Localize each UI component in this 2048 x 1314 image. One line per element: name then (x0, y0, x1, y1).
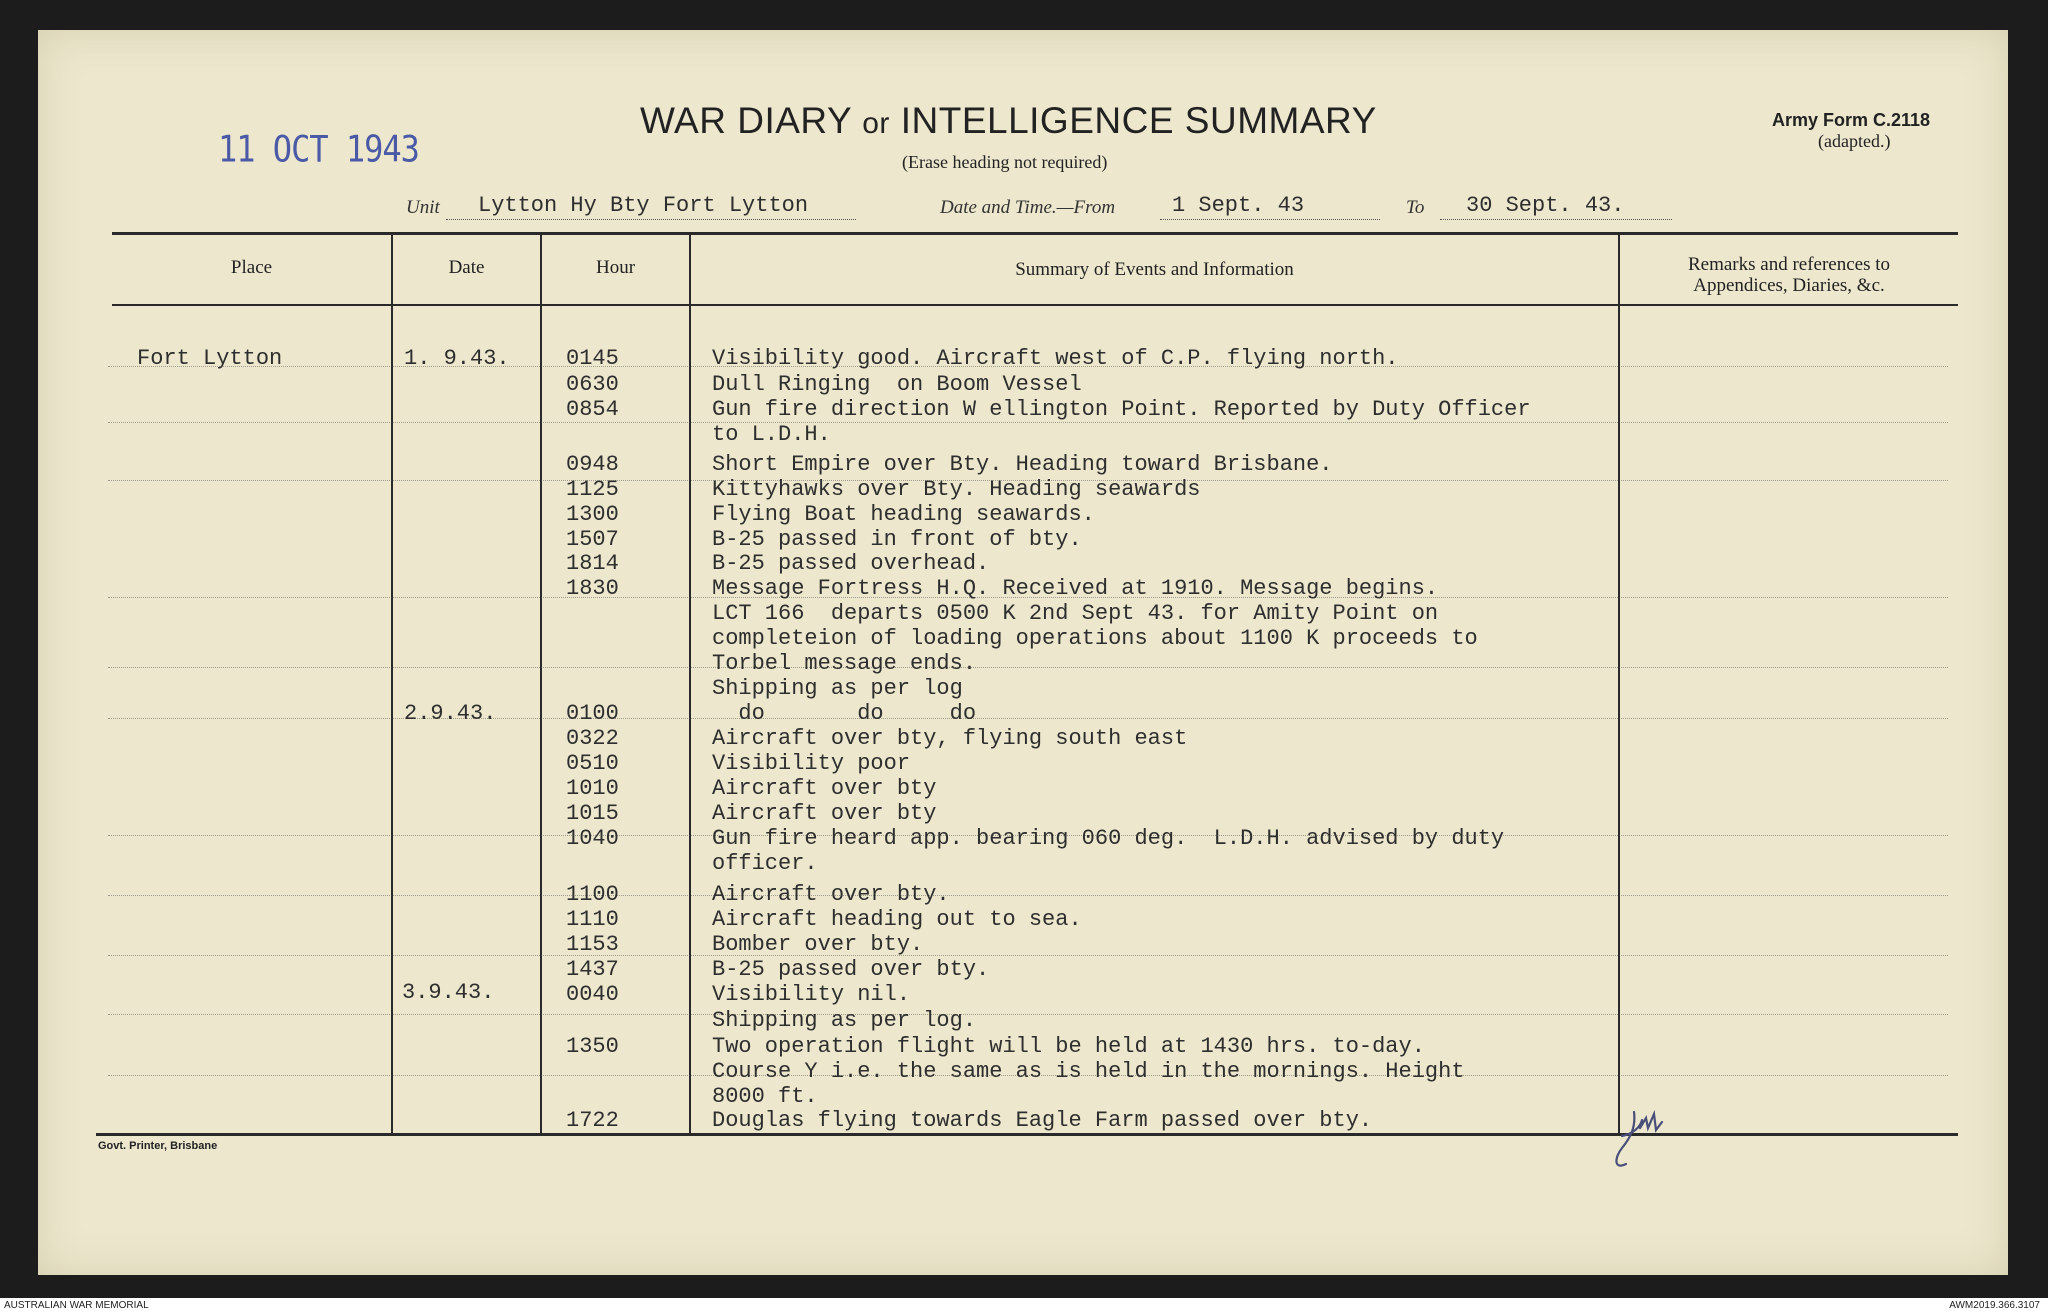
row-dotline (108, 1075, 1948, 1076)
hour-entry: 0510 (566, 751, 619, 776)
event-line: 8000 ft. (712, 1084, 818, 1109)
event-line: Aircraft over bty (712, 801, 937, 826)
hour-entry: 1350 (566, 1034, 619, 1059)
row-dotline (108, 480, 1948, 481)
row-dotline (108, 422, 1948, 423)
event-line: Torbel message ends. (712, 651, 977, 676)
event-line: Flying Boat heading seawards. (712, 502, 1095, 527)
event-line: B-25 passed over bty. (712, 957, 990, 982)
date-label: Date and Time.—From (940, 197, 1116, 218)
archive-footer (0, 1298, 2048, 1314)
col-divider-hour (689, 232, 691, 1134)
row-dotline (108, 1014, 1948, 1015)
date-entry: 1. 9.43. (404, 346, 510, 371)
to-label: To (1406, 197, 1425, 218)
form-adapted: (adapted.) (1818, 131, 1891, 151)
hour-entry: 1722 (566, 1108, 619, 1133)
event-line: Aircraft over bty (712, 776, 937, 801)
hour-entry: 0630 (566, 372, 619, 397)
archive-left: AUSTRALIAN WAR MEMORIAL (4, 1300, 149, 1311)
hour-entry: 1100 (566, 882, 619, 907)
hour-entry: 1437 (566, 957, 619, 982)
event-line: Dull Ringing on Boom Vessel (712, 372, 1082, 397)
date-entry: 2.9.43. (404, 701, 497, 726)
row-dotline (108, 667, 1948, 668)
table-bottom-rule (96, 1133, 1958, 1136)
title-part1: WAR DIARY (640, 100, 852, 141)
title-part2: INTELLIGENCE SUMMARY (900, 100, 1377, 141)
unit-label: Unit (406, 197, 440, 218)
page-title (640, 100, 1377, 142)
col-divider-date (540, 232, 542, 1134)
col-divider-place (391, 232, 393, 1134)
row-dotline (108, 366, 1948, 367)
row-dotline (108, 895, 1948, 896)
event-line: officer. (712, 851, 818, 876)
hour-entry: 0100 (566, 701, 619, 726)
remarks-line1: Remarks and references to (1687, 254, 1891, 275)
hour-entry: 0854 (566, 397, 619, 422)
subtitle: (Erase heading not required) (902, 152, 1108, 172)
event-line: Message Fortress H.Q. Received at 1910. Message begins. (712, 576, 1439, 601)
hour-entry: 0145 (566, 346, 619, 371)
hour-entry: 0040 (566, 982, 619, 1007)
hour-entry: 0322 (566, 726, 619, 751)
printer-imprint: Govt. Printer, Brisbane (98, 1140, 218, 1152)
hour-entry: 0948 (566, 452, 619, 477)
event-line: B-25 passed overhead. (712, 551, 990, 576)
event-line: Short Empire over Bty. Heading toward Brisbane. (712, 452, 1333, 477)
row-dotline (108, 597, 1948, 598)
signature-initials-icon (1596, 1098, 1676, 1178)
hour-entry: 1125 (566, 477, 619, 502)
table-top-rule (112, 232, 1958, 235)
event-line: B-25 passed in front of bty. (712, 527, 1082, 552)
row-dotline (108, 955, 1948, 956)
row-dotline (108, 718, 1948, 719)
colhead-hour: Hour (595, 257, 636, 278)
event-line: do do do (712, 701, 977, 726)
event-line: Shipping as per log (712, 676, 963, 701)
header-bottom-rule (112, 304, 1958, 306)
hour-entry: 1300 (566, 502, 619, 527)
event-line: to L.D.H. (712, 422, 831, 447)
date-from-dotline (1160, 219, 1380, 220)
hour-entry: 1010 (566, 776, 619, 801)
place-value: Fort Lytton (137, 346, 283, 371)
event-line: Visibility nil. (712, 982, 911, 1007)
form-number: Army Form C.2118 (1772, 110, 1931, 130)
col-divider-summary (1618, 232, 1620, 1134)
hour-entry: 1040 (566, 826, 619, 851)
event-line: Two operation flight will be held at 1430 hrs. to-day. (712, 1034, 1425, 1059)
colhead-summary: Summary of Events and Information (1015, 259, 1294, 280)
date-from: 1 Sept. 43 (1172, 193, 1305, 218)
event-line: Shipping as per log. (712, 1008, 977, 1033)
remarks-line2: Appendices, Diaries, &c. (1693, 275, 1885, 296)
event-line: completeion of loading operations about 1100 K proceeds to (712, 626, 1478, 651)
hour-entry: 1507 (566, 527, 619, 552)
event-line: Visibility good. Aircraft west of C.P. flying north. (712, 346, 1399, 371)
colhead-place: Place (230, 257, 273, 278)
event-line: Visibility poor (712, 751, 911, 776)
colhead-date: Date (448, 257, 485, 278)
event-line: Aircraft over bty, flying south east (712, 726, 1188, 751)
hour-entry: 1830 (566, 576, 619, 601)
row-dotline (108, 835, 1948, 836)
date-to-dotline (1440, 219, 1672, 220)
colhead-remarks (1620, 254, 1958, 296)
event-line: LCT 166 departs 0500 K 2nd Sept 43. for Amity Point on (712, 601, 1439, 626)
received-stamp: 11 OCT 1943 (218, 127, 419, 171)
date-to: 30 Sept. 43. (1466, 193, 1625, 218)
event-line: Douglas flying towards Eagle Farm passed over bty. (712, 1108, 1373, 1133)
title-or: or (862, 107, 890, 140)
hour-entry: 1015 (566, 801, 619, 826)
hour-entry: 1814 (566, 551, 619, 576)
event-line: Bomber over bty. (712, 932, 924, 957)
event-line: Course Y i.e. the same as is held in the mornings. Height (712, 1059, 1465, 1084)
unit-value: Lytton Hy Bty Fort Lytton (478, 193, 809, 218)
hour-entry: 1153 (566, 932, 619, 957)
date-entry: 3.9.43. (402, 980, 495, 1005)
archive-right: AWM2019.366.3107 (1949, 1300, 2040, 1311)
unit-dotline (446, 219, 856, 220)
event-line: Gun fire direction W ellington Point. Reported by Duty Officer (712, 397, 1531, 422)
event-line: Gun fire heard app. bearing 060 deg. L.D.H. advised by duty (712, 826, 1505, 851)
hour-entry: 1110 (566, 907, 619, 932)
event-line: Kittyhawks over Bty. Heading seawards (712, 477, 1201, 502)
event-line: Aircraft heading out to sea. (712, 907, 1082, 932)
event-line: Aircraft over bty. (712, 882, 950, 907)
